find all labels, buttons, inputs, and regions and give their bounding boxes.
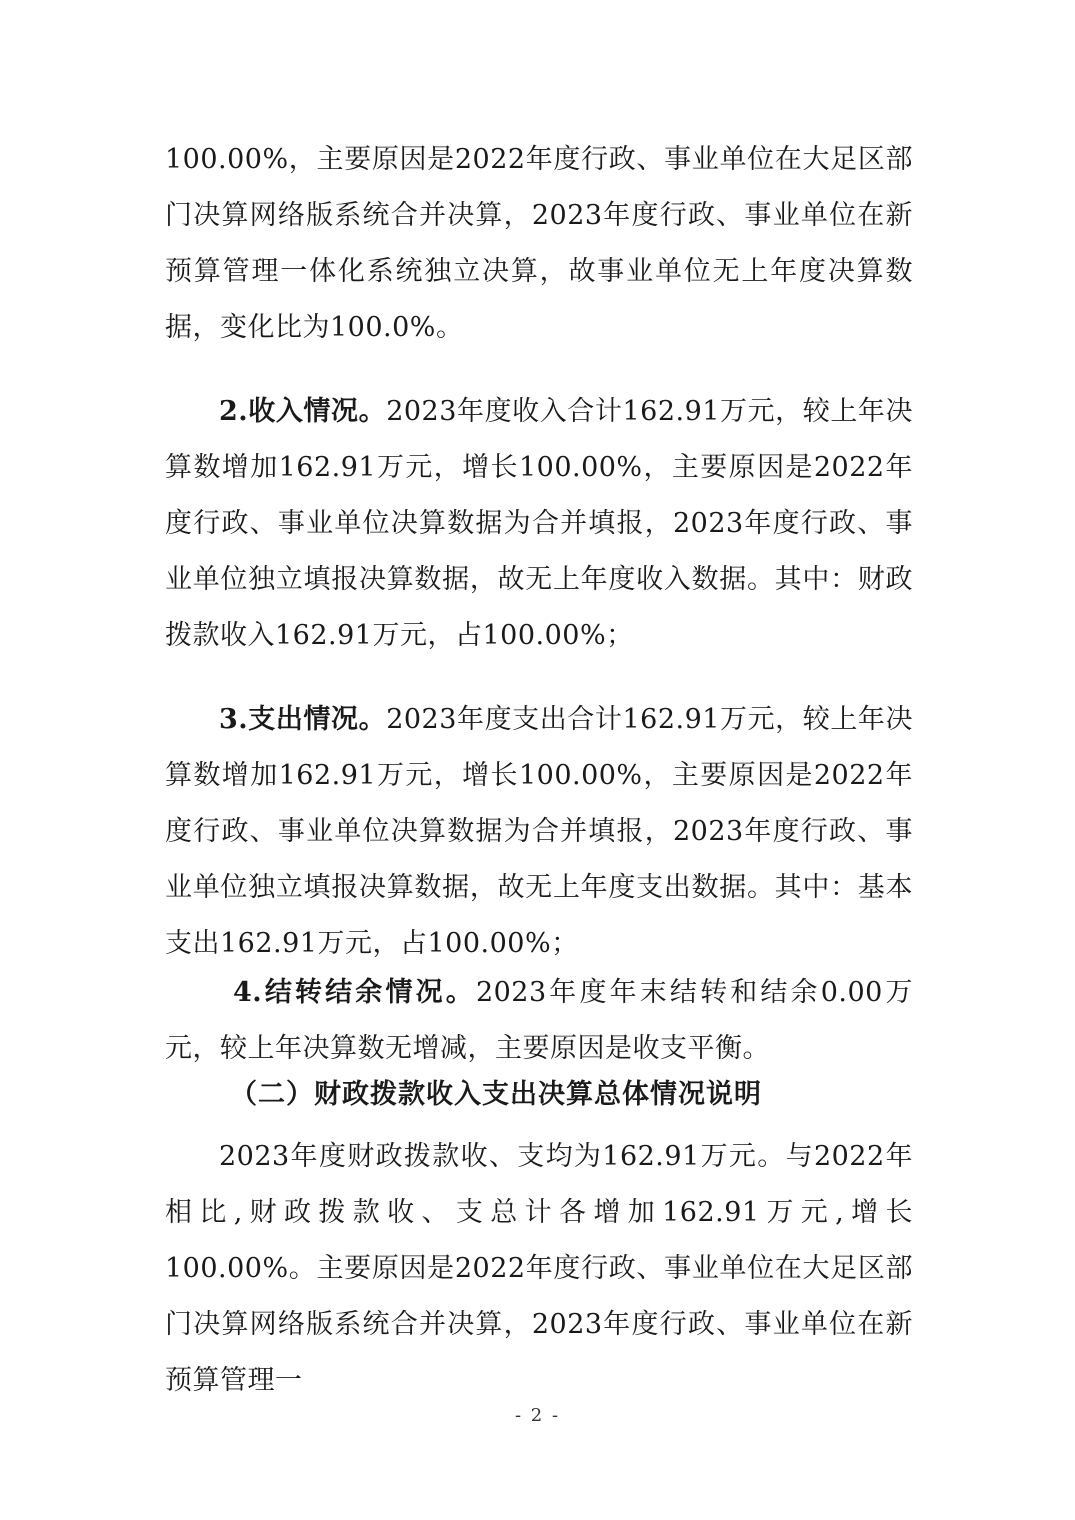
paragraph-text: 2023年度财政拨款收、支均为162.91万元。与2022年相比,财政拨款收、支总计各增加162.91万元,增长100.00%。主要原因是2022年度行政、事业单位在大足区部门决算网络版系统合并决算，2023年度行政、事业单位在新预算管理一	[165, 1141, 913, 1396]
paragraph-expenditure	[165, 692, 913, 972]
paragraph-continued	[165, 132, 913, 356]
paragraph-text: 2023年度收入合计162.91万元，较上年决算数增加162.91万元，增长100.00%，主要原因是2022年度行政、事业单位决算数据为合并填报，2023年度行政、事业单位独立填报决算数据，故无上年度收入数据。其中：财政拨款收入162.91万元，占100.00%；	[165, 396, 914, 651]
paragraph-income	[165, 384, 913, 664]
paragraph-text: 100.00%，主要原因是2022年度行政、事业单位在大足区部门决算网络版系统合并决算，2023年度行政、事业单位在新预算管理一体化系统独立决算，故事业单位无上年度决算数据，变化比为100.0%。	[165, 144, 913, 343]
paragraph-carryover	[165, 965, 913, 1077]
paragraph-text: 2023年度年末结转和结余0.00万元，较上年决算数无增减，主要原因是收支平衡。	[165, 977, 913, 1064]
expenditure-heading: 3.支出情况。	[219, 704, 387, 735]
paragraph-text: 2023年度支出合计162.91万元，较上年决算数增加162.91万元，增长100.00%，主要原因是2022年度行政、事业单位决算数据为合并填报，2023年度行政、事业单位独立填报决算数据，故无上年度支出数据。其中：基本支出162.91万元，占100.00%；	[165, 704, 914, 959]
page-number: - 2 -	[514, 1405, 561, 1426]
paragraph-fiscal	[165, 1129, 913, 1409]
section-heading: （二）财政拨款收入支出决算总体情况说明	[230, 1079, 762, 1110]
income-heading: 2.收入情况。	[219, 396, 387, 427]
carryover-heading: 4.结转结余情况。	[233, 977, 476, 1008]
